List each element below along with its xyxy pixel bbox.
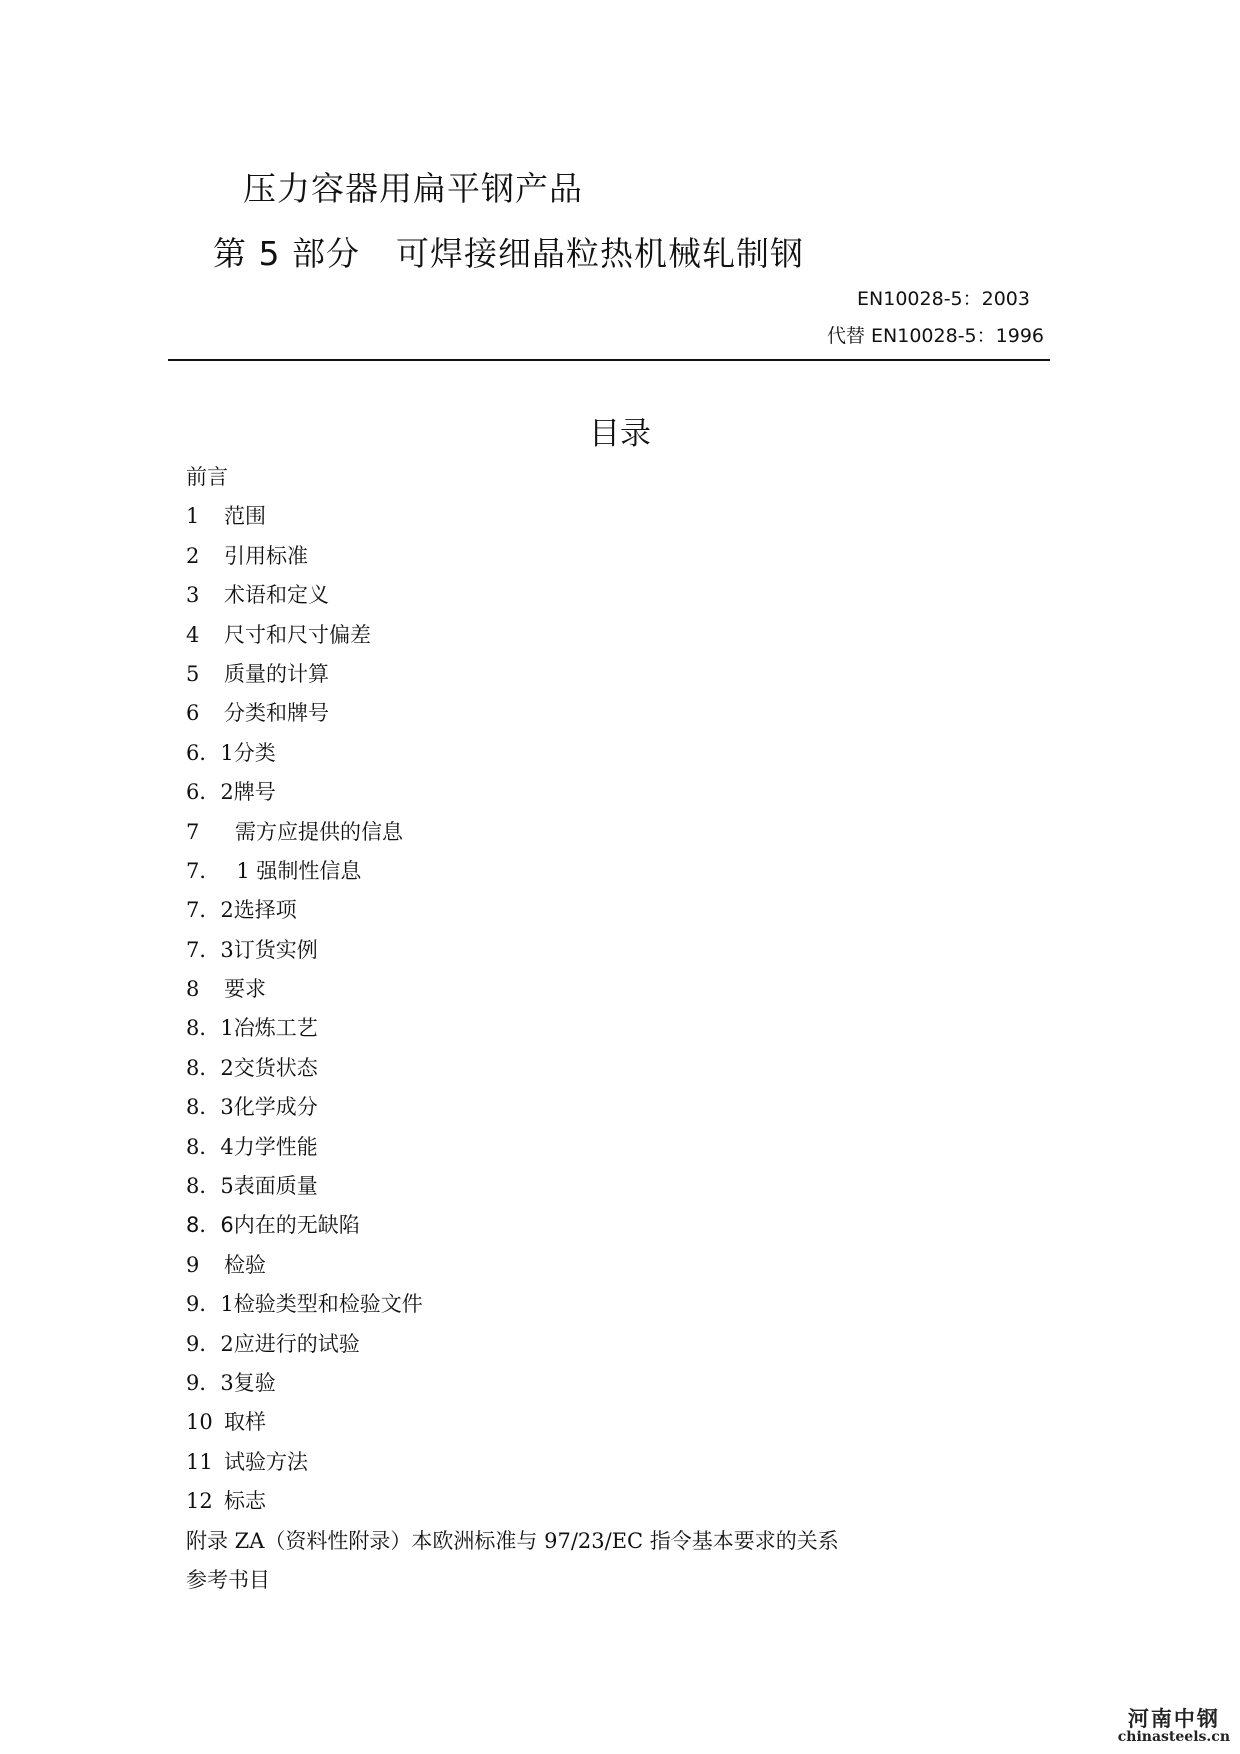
toc-item [186, 813, 839, 852]
toc-item [186, 734, 839, 773]
toc-item-number: 10 [186, 1410, 213, 1435]
toc-item-label: 引用标准 [224, 543, 308, 568]
toc-item-label: 前言 [186, 465, 228, 489]
toc-item-number: 8．4 [186, 1134, 234, 1159]
toc-item-label: 尺寸和尺寸偏差 [224, 622, 371, 647]
toc-item [186, 931, 839, 970]
toc-item-number: 6．1 [186, 740, 234, 765]
toc-item-number: 7．3 [186, 937, 234, 962]
replaces-standard: 代替 EN10028-5：1996 [827, 325, 1044, 347]
toc-item-label: 质量的计算 [224, 661, 329, 686]
toc-item-label: 分类 [233, 740, 276, 765]
toc-item [186, 616, 839, 655]
toc-item-number: 8．2 [186, 1055, 234, 1080]
toc-item [186, 1128, 839, 1167]
toc-item-label: 化学成分 [233, 1095, 318, 1120]
toc-item-label: 范围 [224, 504, 266, 529]
toc-item [186, 1246, 839, 1285]
toc-item-number: 8．3 [186, 1095, 234, 1120]
toc-item [186, 497, 839, 536]
toc-item [186, 1403, 839, 1442]
toc-item-number: 8．5 [186, 1174, 234, 1199]
toc-item-number: 9．2 [186, 1331, 234, 1356]
toc-item-label: 力学性能 [233, 1134, 318, 1159]
toc-item [186, 655, 839, 694]
toc-item-number: 1 [186, 504, 200, 529]
toc-item [186, 1561, 839, 1600]
toc-item-number: 2 [186, 543, 200, 568]
toc-item [186, 1049, 839, 1088]
toc-item-label: 牌号 [233, 780, 276, 805]
toc-item [186, 694, 839, 733]
toc-item-label: 附录 ZA（资料性附录）本欧洲标准与 97/23/EC 指令基本要求的关系 [186, 1528, 839, 1553]
toc-item-number: 7． [186, 858, 221, 883]
toc-item-number: 6 [186, 701, 200, 726]
document-title-line-1: 压力容器用扁平钢产品 [243, 169, 583, 208]
toc-item-label: 需方应提供的信息 [235, 819, 403, 844]
watermark-url: chinasteels.cn [1117, 1729, 1230, 1745]
toc-item-number: 3 [186, 583, 200, 608]
toc-item [186, 1364, 839, 1403]
toc-item-label: 参考书目 [186, 1567, 270, 1592]
standard-number: EN10028-5：2003 [857, 288, 1030, 310]
toc-item-label: 检验类型和检验文件 [233, 1292, 423, 1317]
toc-item-label: 复验 [233, 1370, 276, 1395]
toc-item-number: 11 [186, 1449, 213, 1474]
toc-item-label: 术语和定义 [224, 583, 329, 608]
toc-item-label: 冶炼工艺 [233, 1016, 318, 1041]
toc-item-label: 表面质量 [233, 1174, 318, 1199]
toc-heading: 目录 [589, 416, 651, 452]
toc-item-number: 4 [186, 622, 200, 647]
toc-item [186, 891, 839, 930]
toc-item-number: 7 [186, 819, 200, 844]
toc-item [186, 458, 839, 497]
toc-item-label: 取样 [224, 1410, 266, 1435]
toc-item-number: 9．3 [186, 1370, 234, 1395]
toc-item-label: 标志 [224, 1489, 266, 1514]
toc-item [186, 537, 839, 576]
toc-item-number: 9 [186, 1252, 200, 1277]
toc-item [186, 1167, 839, 1206]
toc-item-label: 试验方法 [224, 1449, 308, 1474]
toc-item [186, 970, 839, 1009]
toc-item-number: 8 [186, 977, 200, 1002]
toc-item-label: 要求 [224, 977, 266, 1002]
toc-item-number: 7．2 [186, 898, 234, 923]
toc-item-label: 内在的无缺陷 [233, 1213, 360, 1238]
toc-item-label: 选择项 [233, 898, 297, 923]
toc-item-number: 8．6 [186, 1213, 234, 1238]
toc-item [186, 773, 839, 812]
watermark-logo [1118, 1709, 1230, 1744]
toc-item-number: 9．1 [186, 1292, 234, 1317]
toc-item [186, 852, 839, 891]
header-divider [168, 359, 1050, 361]
toc-item-label: 1 强制性信息 [236, 858, 362, 883]
toc-item [186, 1009, 839, 1048]
toc-item [186, 1443, 839, 1482]
toc-item-label: 订货实例 [233, 937, 318, 962]
watermark-chinese: 河南中钢 [1127, 1707, 1220, 1731]
toc-item [186, 576, 839, 615]
toc-item-label: 交货状态 [233, 1055, 318, 1080]
part-title: 可焊接细晶粒热机械轧制钢 [395, 234, 804, 273]
toc-item-label: 应进行的试验 [233, 1331, 360, 1356]
toc-item [186, 1285, 839, 1324]
toc-item [186, 1522, 839, 1561]
toc-item-number: 5 [186, 661, 200, 686]
toc-item-label: 检验 [224, 1252, 266, 1277]
toc-item [186, 1088, 839, 1127]
table-of-contents [186, 458, 839, 1600]
document-title-line-2 [213, 228, 804, 275]
toc-item [186, 1206, 839, 1245]
toc-item [186, 1325, 839, 1364]
toc-item-number: 8．1 [186, 1016, 234, 1041]
toc-item [186, 1482, 839, 1521]
toc-item-number: 12 [186, 1489, 213, 1514]
toc-item-number: 6．2 [186, 780, 234, 805]
toc-item-label: 分类和牌号 [224, 701, 329, 726]
part-label: 第 5 部分 [213, 234, 360, 273]
